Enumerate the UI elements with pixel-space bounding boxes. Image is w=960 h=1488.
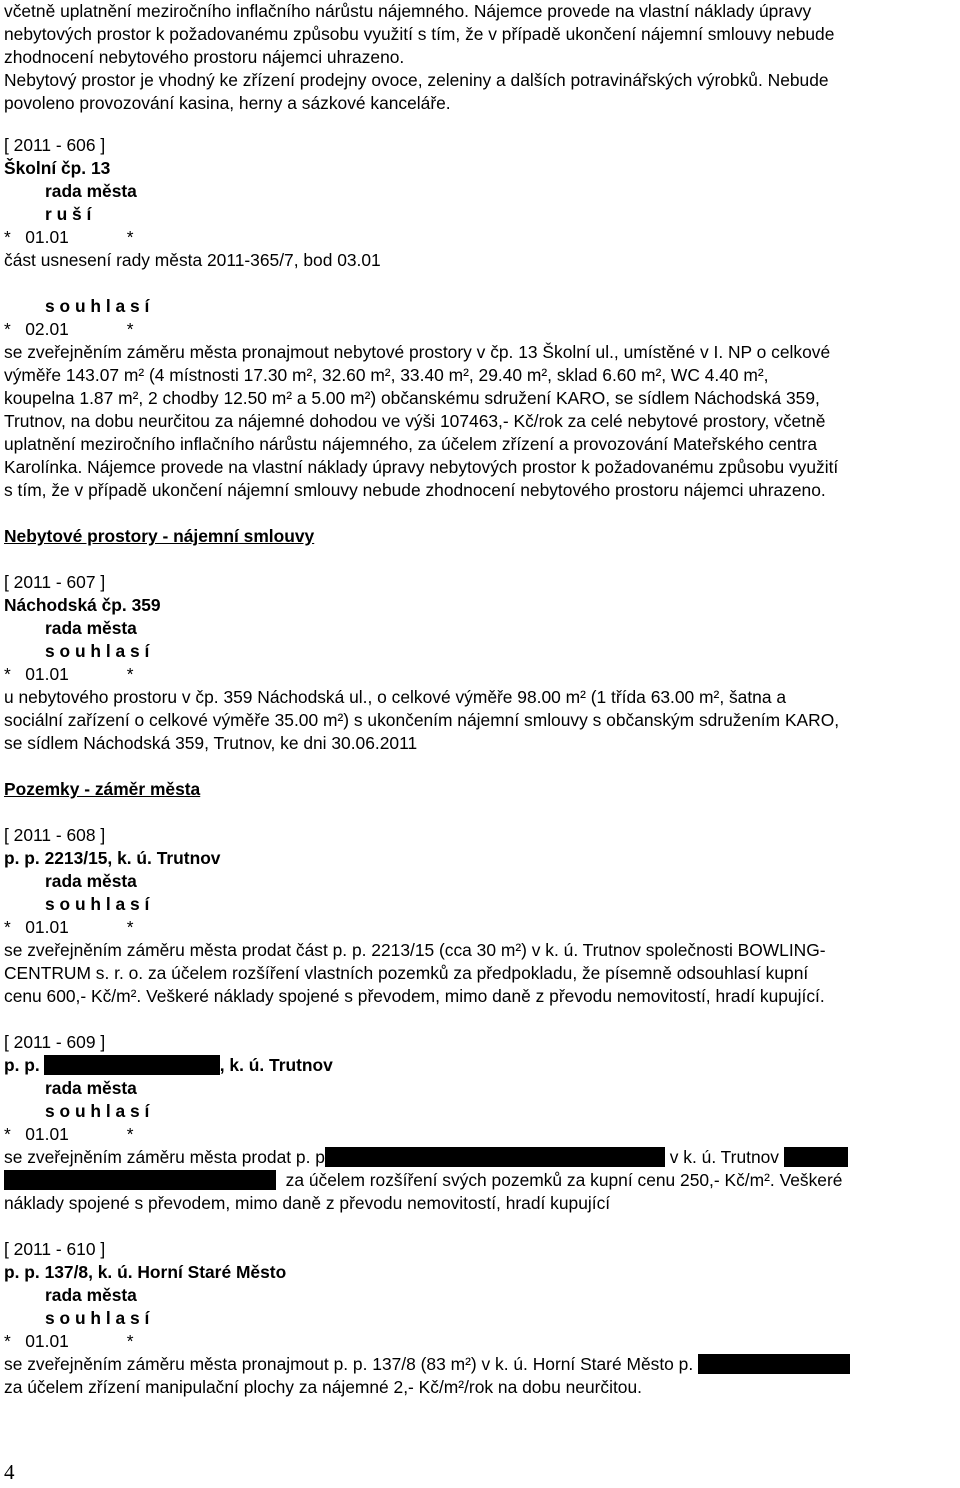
paragraph-line: se sídlem Náchodská 359, Trutnov, ke dni 30.06.2011 [4, 733, 418, 753]
item-number: * 01.01 * [4, 917, 134, 937]
resolution-title: p. p. 137/8, k. ú. Horní Staré Město [4, 1262, 287, 1282]
paragraph-line: Trutnov, na dobu neurčitou za nájemné dohodou ve výši 107463,- Kč/rok za celé nebytové prostory, včetně [4, 411, 826, 431]
paragraph-line: u nebytového prostoru v čp. 359 Náchodská ul., o celkové výměře 98.00 m² (1 třída 63.00 m², šatna a [4, 687, 787, 707]
decision-verb: s o u h l a s í [45, 296, 150, 316]
title-suffix: , k. ú. Trutnov [219, 1055, 333, 1075]
paragraph-line: zhodnocení nebytového prostoru nájemci uhrazeno. [4, 47, 405, 67]
resolution-title: Náchodská čp. 359 [4, 595, 161, 615]
council-label: rada města [45, 1285, 137, 1305]
redaction-block [4, 1170, 276, 1190]
section-heading: Pozemky - záměr města [4, 779, 201, 799]
text-fragment: se zveřejněním záměru města prodat p. p [4, 1147, 325, 1167]
title-prefix: p. p. [4, 1055, 40, 1075]
paragraph-line: uplatnění meziročního inflačního nárůstu nájemného, za účelem zřízení a provozování Mateřského centra [4, 434, 817, 454]
paragraph-line: koupelna 1.87 m², 2 chodby 12.50 m² a 5.00 m²) občanskému sdružení KARO, se sídlem Náchodská 359, [4, 388, 820, 408]
item-number: * 01.01 * [4, 1331, 134, 1351]
resolution-id: [ 2011 - 607 ] [4, 572, 106, 592]
resolution-id: [ 2011 - 610 ] [4, 1239, 106, 1259]
paragraph-line [4, 1353, 850, 1376]
paragraph-line [4, 1169, 842, 1192]
paragraph-line: náklady spojené s převodem, mimo daně z převodu nemovitostí, hradí kupující [4, 1193, 611, 1213]
redaction-block [325, 1147, 665, 1167]
paragraph-line: sociální zařízení o celkové výměře 35.00 m²) s ukončením nájemní smlouvy s občanským sdružením KARO, [4, 710, 840, 730]
paragraph-line: se zveřejněním záměru města pronajmout nebytové prostory v čp. 13 Školní ul., umístěné v I. NP o celkové [4, 342, 831, 362]
text-fragment: za účelem rozšíření svých pozemků za kupní cenu 250,- Kč/m². Veškeré [285, 1170, 843, 1190]
paragraph-line: včetně uplatnění meziročního inflačního nárůstu nájemného. Nájemce provede na vlastní náklady úpravy [4, 1, 812, 21]
council-label: rada města [45, 871, 137, 891]
decision-verb: s o u h l a s í [45, 1308, 150, 1328]
paragraph-line [4, 1146, 848, 1169]
decision-verb: s o u h l a s í [45, 1101, 150, 1121]
paragraph-line: s tím, že v případě ukončení nájemní smlouvy nebude zhodnocení nebytového prostoru nájemci uhrazeno. [4, 480, 826, 500]
paragraph-line: za účelem zřízení manipulační plochy za nájemné 2,- Kč/m²/rok na dobu neurčitou. [4, 1377, 642, 1397]
council-label: rada města [45, 618, 137, 638]
resolution-title: Školní čp. 13 [4, 158, 111, 178]
item-number: * 01.01 * [4, 227, 134, 247]
paragraph-line: se zveřejněním záměru města prodat část p. p. 2213/15 (cca 30 m²) v k. ú. Trutnov společnosti BOWLING- [4, 940, 826, 960]
paragraph-line: cenu 600,- Kč/m². Veškeré náklady spojené s převodem, mimo daně z převodu nemovitostí, hradí kupující. [4, 986, 825, 1006]
council-label: rada města [45, 1078, 137, 1098]
resolution-id: [ 2011 - 609 ] [4, 1032, 106, 1052]
text-fragment: v k. ú. Trutnov [669, 1147, 779, 1167]
paragraph-line: povoleno provozování kasina, herny a sázkové kanceláře. [4, 93, 451, 113]
item-number: * 01.01 * [4, 664, 134, 684]
redaction-block [698, 1354, 850, 1374]
text-fragment: se zveřejněním záměru města pronajmout p. p. 137/8 (83 m²) v k. ú. Horní Staré Město p. [4, 1354, 694, 1374]
resolution-id: [ 2011 - 606 ] [4, 135, 106, 155]
decision-verb: r u š í [45, 204, 92, 224]
paragraph-line: CENTRUM s. r. o. za účelem rozšíření vlastních pozemků za předpokladu, že písemně odsouhlasí kupní [4, 963, 809, 983]
paragraph-line: Karolínka. Nájemce provede na vlastní náklady úpravy nebytových prostor k požadovanému způsobu využití [4, 457, 839, 477]
item-number: * 02.01 * [4, 319, 134, 339]
item-number: * 01.01 * [4, 1124, 134, 1144]
resolution-id: [ 2011 - 608 ] [4, 825, 106, 845]
decision-verb: s o u h l a s í [45, 641, 150, 661]
paragraph-line: výměře 143.07 m² (4 místnosti 17.30 m², 32.60 m², 33.40 m², 29.40 m², sklad 6.60 m², WC 4.40 m², [4, 365, 769, 385]
page-number: 4 [4, 1460, 15, 1484]
resolution-title [4, 1054, 333, 1077]
redaction-block [784, 1147, 848, 1167]
paragraph-line: část usnesení rady města 2011-365/7, bod 03.01 [4, 250, 381, 270]
paragraph-line: nebytových prostor k požadovanému způsobu využití s tím, že v případě ukončení nájemní smlouvy nebude [4, 24, 835, 44]
section-heading: Nebytové prostory - nájemní smlouvy [4, 526, 315, 546]
paragraph-line: Nebytový prostor je vhodný ke zřízení prodejny ovoce, zeleniny a dalších potravinářských výrobků. Nebude [4, 70, 829, 90]
council-label: rada města [45, 181, 137, 201]
redaction-block [44, 1055, 220, 1075]
resolution-title: p. p. 2213/15, k. ú. Trutnov [4, 848, 221, 868]
decision-verb: s o u h l a s í [45, 894, 150, 914]
